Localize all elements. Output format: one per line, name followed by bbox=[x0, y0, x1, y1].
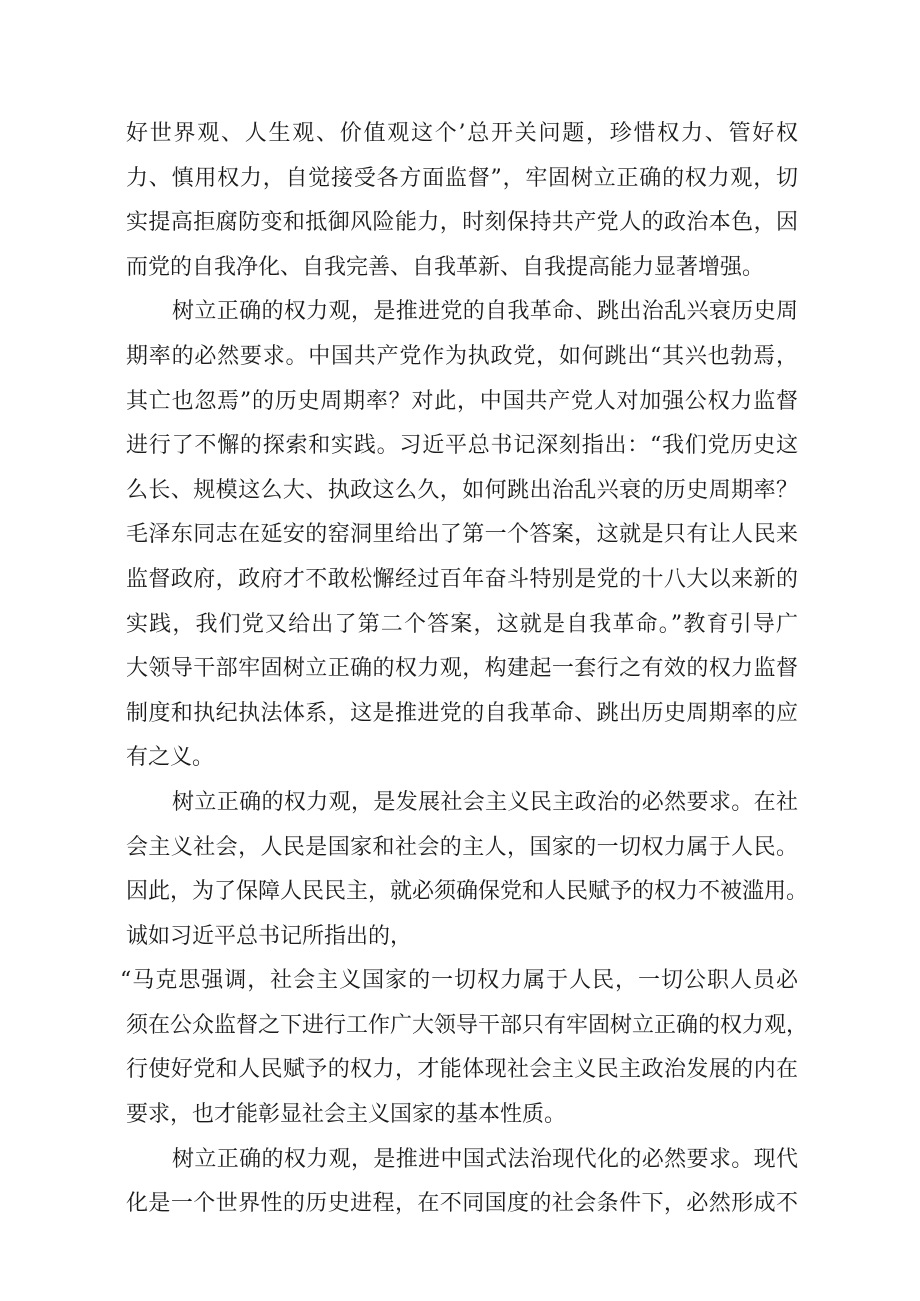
text-line: 么长、规模这么大、执政这么久，如何跳出治乱兴衰的历史周期率？ bbox=[126, 477, 798, 503]
quote-first-line: “马克思强调，社会主义国家的一切权力属于人民，一切公职人员必 bbox=[120, 968, 798, 994]
text-line: 力、慎用权力，自觉接受各方面监督”，牢固树立正确的权力观，切 bbox=[126, 165, 798, 191]
body-text bbox=[120, 112, 809, 1227]
text-line: 有之义。 bbox=[126, 745, 215, 771]
text-line: 大领导干部牢固树立正确的权力观，构建起一套行之有效的权力监督 bbox=[126, 656, 798, 682]
text-line: 好世界观、人生观、价值观这个’总开关问题，珍惜权力、管好权 bbox=[126, 121, 798, 146]
text-line: 其亡也忽焉”的历史周期率？对此，中国共产党人对加强公权力监督 bbox=[126, 388, 798, 414]
paragraph-first-line: 树立正确的权力观，是推进党的自我革命、跳出治乱兴衰历史周 bbox=[172, 299, 798, 325]
text-line: 行使好党和人民赋予的权力，才能体现社会主义民主政治发展的内在 bbox=[126, 1057, 798, 1083]
text-line: 毛泽东同志在延安的窑洞里给出了第一个答案，这就是只有让人民来 bbox=[126, 522, 798, 548]
paragraph-first-line: 树立正确的权力观，是推进中国式法治现代化的必然要求。现代 bbox=[172, 1146, 798, 1172]
text-line: 须在公众监督之下进行工作广大领导干部只有牢固树立正确的权力观， bbox=[126, 1012, 809, 1038]
text-line: 期率的必然要求。中国共产党作为执政党，如何跳出“其兴也勃焉， bbox=[126, 343, 798, 369]
text-line: 会主义社会，人民是国家和社会的主人，国家的一切权力属于人民。 bbox=[126, 834, 798, 860]
text-line: 诚如习近平总书记所指出的， bbox=[126, 923, 413, 949]
text-line: 进行了不懈的探索和实践。习近平总书记深刻指出：“我们党历史这 bbox=[126, 433, 798, 459]
text-line: 实践，我们党又给出了第二个答案，这就是自我革命。”教育引导广 bbox=[126, 611, 798, 637]
text-line: 实提高拒腐防变和抵御风险能力，时刻保持共产党人的政治本色，因 bbox=[126, 210, 798, 236]
text-line: 监督政府，政府才不敢松懈经过百年奋斗特别是党的十八大以来新的 bbox=[126, 566, 798, 592]
text-line: 制度和执纪执法体系，这是推进党的自我革命、跳出历史周期率的应 bbox=[126, 700, 798, 726]
text-line: 要求，也才能彰显社会主义国家的基本性质。 bbox=[126, 1102, 567, 1128]
text-line: 化是一个世界性的历史进程，在不同国度的社会条件下，必然形成不 bbox=[126, 1191, 798, 1217]
text-line: 而党的自我净化、自我完善、自我革新、自我提高能力显著增强。 bbox=[126, 254, 765, 280]
paragraph-first-line: 树立正确的权力观，是发展社会主义民主政治的必然要求。在社 bbox=[172, 789, 798, 815]
text-line: 因此，为了保障人民民主，就必须确保党和人民赋予的权力不被滥用。 bbox=[126, 879, 809, 905]
